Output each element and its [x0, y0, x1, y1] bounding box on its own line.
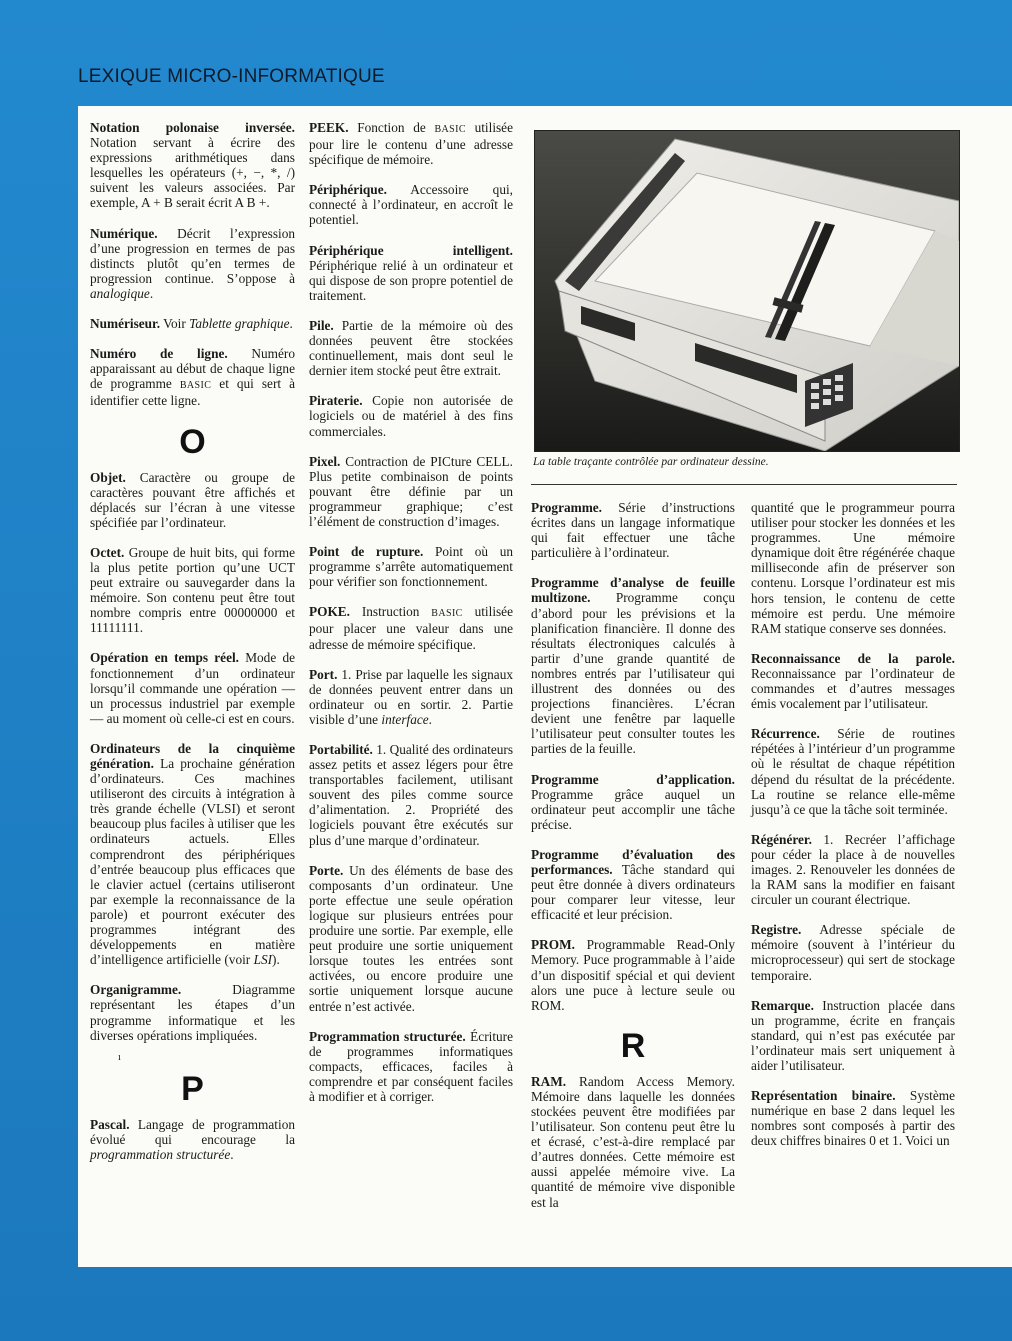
section-letter-o: O — [179, 422, 206, 461]
entry-porte: Porte. Un des éléments de base des composants d’un ordinateur. Une porte effectue une seule opération logique sur plusieurs entrées pour produire une sortie. Par exemple, elle peut produire une sortie uniquement lorsque toutes les entrées sont activées, ou encore produire une sortie uniquement lorsque aucune entrée n’est activée. — [309, 862, 513, 1014]
plotter-illustration — [535, 131, 959, 451]
entry-peek: PEEK. Fonction de BASIC utilisée pour lire le contenu d’une adresse spécifique de mémoire. — [309, 120, 513, 168]
entry-pixel: Pixel. Contraction de PICture CELL. Plus petite combinaison de points pouvant être définie par un programmeur graphique; c’est l’élément de construction d’images. — [309, 453, 513, 529]
entry-poke: POKE. Instruction BASIC utilisée pour placer une valeur dans une adresse de mémoire spécifique. — [309, 604, 513, 652]
entry-programme-analyse-feuille: Programme d’analyse de feuille multizone. Programme conçu d’abord pour les prévisions et la planification financière. Il donne des résultats électroniques calculés à partir d’une grande quantité de nombres entrés par l’utilisateur qui illustrent des données ou des projections financières. L’écran devient une fenêtre par laquelle l’utilisateur peut consulter toutes les parties de la feuille. — [531, 575, 735, 757]
entry-ram-continued: quantité que le programmeur pourra utiliser pour stocker les données et les programmes. Une mémoire dynamique doit être régénérée chaque milliseconde afin de préserver son contenu. Lorsque l’ordinateur est mis hors tension, le contenu de cette mémoire est perdu. Une mémoire RAM statique conserve ses données. — [751, 500, 955, 636]
plotter-photo — [534, 130, 960, 452]
section-letter-r: R — [620, 1026, 646, 1065]
entry-numero-de-ligne: Numéro de ligne. Numéro apparaissant au début de chaque ligne de programme BASIC et qui sert à identifier cette ligne. — [90, 346, 296, 409]
entry-programmation-structuree: Programmation structurée. Écriture de programmes informatiques compacts, efficaces, faciles à comprendre et par conséquent faciles à modifier et à corriger. — [309, 1028, 513, 1104]
entry-regenerer: Régénérer. 1. Recréer l’affichage pour céder la place à de nouvelles images. 2. Renouveler les données de la RAM sans la modifier en faisant circuler un courant électrique. — [751, 831, 955, 908]
entry-octet: Octet. Groupe de huit bits, qui forme la plus petite portion qu’une UCT peut extraire ou sauvegarder dans la mémoire. Son contenu peut être tout nombre compris entre 00000000 et 11111111. — [90, 544, 295, 636]
entry-numeriseur: Numériseur. Voir Tablette graphique. — [90, 316, 293, 332]
entry-pascal: Pascal. Langage de programmation évolué qui encourage la programmation structurée. — [90, 1116, 295, 1162]
entry-recurrence: Récurrence. Série de routines répétées à l’intérieur d’un programme où le résultat de chaque répétition dépend du résultat de la précédente. La routine se relance elle-même jusqu’à ce que la tâche soit terminée. — [751, 726, 955, 817]
column-2 — [309, 120, 513, 1119]
stray-mark: ı — [118, 1051, 121, 1063]
entry-registre: Registre. Adresse spéciale de mémoire (souvent à l’intérieur du microprocesseur) qui sert de stockage temporaire. — [751, 922, 955, 983]
entry-objet: Objet. Caractère ou groupe de caractères pouvant être affichés et déplacés sur l’écran à une vitesse spécifiée par l’ordinateur. — [90, 469, 295, 530]
entry-peripherique-intelligent: Périphérique intelligent. Périphérique relié à un ordinateur et qui dispose de son propre potentiel de traitement. — [309, 242, 513, 303]
entry-programme: Programme. Série d’instructions écrites dans un langage informatique qui fait effectuer une tâche particulière à l’ordinateur. — [531, 500, 735, 561]
entry-ordinateurs-cinquieme-generation: Ordinateurs de la cinquième génération. La prochaine génération d’ordinateurs. Ces machines utiliseront des circuits à intégration à très grande échelle (VLSI) et seront beaucoup plus faciles à utiliser que les ordinateurs actuels. Elles comprendront des périphériques d’entrée beaucoup plus efficaces que le clavier actuel (certains utiliseront par exemple la reconnaissance de la parole) et pourront exécuter des programmes intégrant des développements en matière d’intelligence artificielle (voir LSI). — [90, 740, 295, 968]
page-sheet — [78, 106, 1012, 1267]
entry-port: Port. 1. Prise par laquelle les signaux de données peuvent entrer dans un ordinateur ou en sortir. 2. Partie visible d’une interface. — [309, 666, 513, 727]
entry-reconnaissance-parole: Reconnaissance de la parole. Reconnaissance par l’ordinateur de commandes et d’autres messages émis vocalement par l’utilisateur. — [751, 650, 955, 712]
entry-numerique: Numérique. Décrit l’expression d’une progression en termes de pas distincts plutôt qu’en termes de progression continue. S’oppose à analogique. — [90, 225, 295, 301]
column-3 — [531, 500, 735, 1225]
entry-programme-evaluation: Programme d’évaluation des performances. Tâche standard qui peut être donnée à divers ordinateurs pour comparer leur vitesse, leur efficacité et leur précision. — [531, 846, 735, 923]
section-letter-p: P — [181, 1069, 204, 1108]
entry-programme-application: Programme d’application. Programme grâce auquel un ordinateur peut accomplir une tâche précise. — [531, 771, 735, 832]
photo-caption: La table traçante contrôlée par ordinateur dessine. — [533, 456, 769, 468]
entry-point-de-rupture: Point de rupture. Point où un programme s’arrête automatiquement pour vérifier son fonctionnement. — [309, 544, 513, 590]
page-header: LEXIQUE MICRO-INFORMATIQUE — [78, 66, 385, 87]
entry-organigramme: Organigramme. Diagramme représentant les étapes d’un programme informatique et les diverses opérations impliquées. — [90, 982, 295, 1043]
entry-remarque: Remarque. Instruction placée dans un programme, écrite en français standard, qui n’est pas exécutée par l’ordinateur mais sert uniquement à aider l’utilisateur. — [751, 997, 955, 1073]
entry-portabilite: Portabilité. 1. Qualité des ordinateurs assez petits et assez légers pour être transportables facilement, utilisant souvent des piles comme source d’alimentation. 2. Propriété des logiciels pouvant être exécutés sur plus d’une marque d’ordinateur. — [309, 742, 513, 848]
entry-representation-binaire: Représentation binaire. Système numérique en base 2 dans lequel les nombres sont composés à partir des deux chiffres binaires 0 et 1. Voici un — [751, 1088, 955, 1149]
entry-notation-polonaise: Notation polonaise inversée. Notation servant à écrire des expressions arithmétiques dans lesquelles les opérateurs (+, −, *, /) suivent les valeurs associées. Par exemple, A + B serait écrit A B +. — [90, 120, 295, 211]
entry-peripherique: Périphérique. Accessoire qui, connecté à l’ordinateur, en accroît le potentiel. — [309, 182, 513, 228]
entry-operation-temps-reel: Opération en temps réel. Mode de fonctionnement d’un ordinateur lorsqu’il commande une opération — un processus industriel par exemple — au moment où celle-ci est en cours. — [90, 650, 295, 726]
entry-ram: RAM. Random Access Memory. Mémoire dans laquelle les données stockées peuvent être modifiées par l’utilisateur. Son contenu peut être lu et écrasé, c’est-à-dire remplacé par d’autres données. Cette mémoire est aussi appelée mémoire vive. La quantité de mémoire vive disponible est la — [531, 1073, 735, 1210]
entry-piraterie: Piraterie. Copie non autorisée de logiciels ou de matériel à des fins commerciales. — [309, 393, 513, 439]
column-4 — [751, 500, 955, 1163]
caption-rule — [531, 484, 957, 485]
column-1 — [90, 120, 295, 1177]
entry-pile: Pile. Partie de la mémoire où des données peuvent être stockées continuellement, mais dont seul le dernier item stocké peut être extrait. — [309, 317, 513, 379]
entry-prom: PROM. Programmable Read-Only Memory. Puce programmable à l’aide d’un dispositif spécial et qui devient alors une puce à lecture seule ou ROM. — [531, 937, 735, 1013]
